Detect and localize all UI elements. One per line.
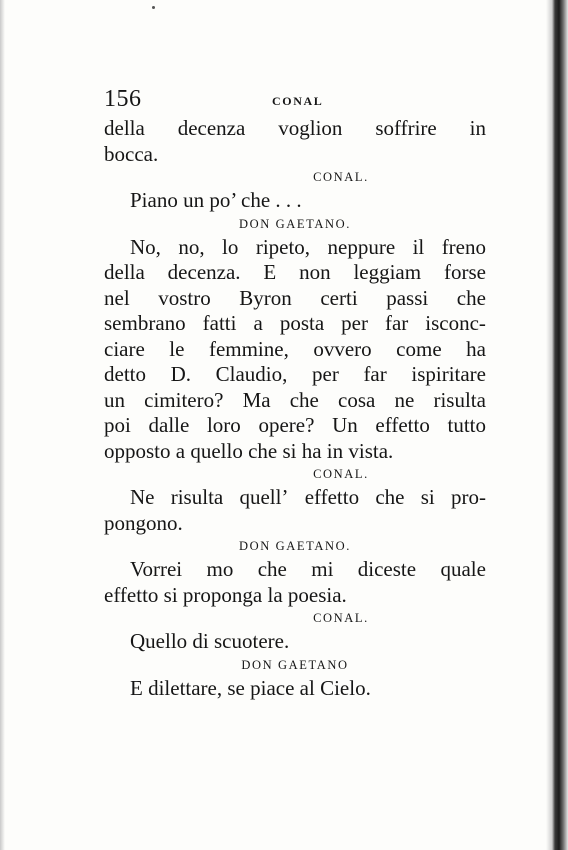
word: poi [104,413,131,437]
word: pro- [450,485,486,509]
word: tutto [447,413,486,437]
text-line [104,311,486,337]
text-line [104,362,486,388]
word: ispiritare [411,362,486,386]
word: come [396,336,442,361]
word: far [363,362,387,386]
line-text: bocca. [104,141,159,166]
word: le [169,336,185,361]
speaker-label: DON GAETANO [241,657,349,672]
text-line [104,485,486,511]
word: D. [170,362,192,386]
word: certi [320,285,358,310]
word: opere? [258,413,315,437]
word: per [312,362,339,386]
word: Vorrei [130,557,183,581]
word: femmine, [208,336,289,361]
word: loro [206,413,241,437]
word: ne [394,387,415,412]
book-spine-edge [546,0,568,850]
word: decenza. [167,260,241,284]
word: no, [178,234,205,259]
word: il [412,234,425,259]
word: detto [104,362,146,386]
line-text: pongono. [104,510,183,535]
word: passi [386,285,429,310]
speaker-label: DON GAETANO. [239,216,351,231]
word: un [104,387,125,412]
page-header [104,86,484,116]
speaker-label: CONAL. [313,170,369,184]
word: forse [443,260,486,284]
word: Ne [130,485,155,509]
word: si [420,485,435,509]
word: voglion [278,116,343,140]
text-line [104,413,486,439]
word: che [456,285,486,310]
word: risulta [433,387,486,412]
speaker-label: CONAL. [313,611,369,625]
text-line [104,629,486,655]
word: sembrano [104,311,186,335]
speaker-label: CONAL. [313,467,369,481]
text-line [104,116,486,142]
word: Un [332,413,358,437]
word: della [104,260,145,284]
word: ovvero [313,336,372,361]
page-number: 156 [104,86,142,112]
word: della [104,116,145,140]
text-line [104,260,486,286]
word: No, [130,234,161,259]
word: ciare [104,336,145,361]
line-text: Piano un po’ che . . . [130,188,302,212]
word: vostro [158,285,211,310]
text-line [104,388,486,414]
line-text: E dilettare, se piace al Cielo. [130,675,371,700]
running-head: CONAL [272,94,324,108]
line-text: opposto a quello che si ha in vista. [104,438,394,463]
dialogue-text [104,116,486,701]
word: risulta [170,485,224,509]
text-line [104,583,486,609]
word: Claudio, [215,362,288,386]
word: cosa [338,387,376,412]
word: che [289,387,319,412]
word: leggiam [353,260,422,284]
text-line [104,188,486,214]
word: in [469,116,486,140]
text-line [104,511,486,537]
line-text: effetto si proponga la poesia. [104,582,347,607]
word: isconc- [425,311,486,335]
paper-speck [152,6,155,9]
word: Ma [242,387,271,412]
speaker-label: DON GAETANO. [239,539,351,553]
word: effetto [375,413,430,437]
text-line [104,337,486,363]
word: E [263,260,277,284]
word: effetto [304,485,360,509]
word: mi [311,557,334,581]
text-line [104,557,486,583]
word: che [375,485,405,509]
word: ha [466,336,486,361]
word: ripeto, [255,234,311,259]
word: lo [222,234,239,259]
word: non [299,260,331,284]
word: quell’ [239,485,289,509]
line-text: Quello di scuotere. [130,629,290,653]
word: Byron [239,285,292,310]
word: cimitero? [144,387,224,412]
text-line [104,439,486,465]
text-line [104,142,486,168]
text-line [104,676,486,702]
word: far [384,311,409,335]
word: che [257,557,287,581]
text-line [104,235,486,261]
word: quale [440,557,486,581]
word: dalle [148,413,190,437]
word: a [253,311,263,335]
word: mo [206,557,234,581]
word: fatti [202,311,237,335]
page-left-shadow [0,0,5,850]
word: per [341,311,368,335]
word: soffrire [375,116,437,140]
word: neppure [327,234,396,259]
word: decenza [177,116,246,140]
word: freno [441,234,486,259]
word: nel [104,285,130,310]
word: posta [279,311,325,335]
word: diceste [357,557,417,581]
text-line [104,286,486,312]
